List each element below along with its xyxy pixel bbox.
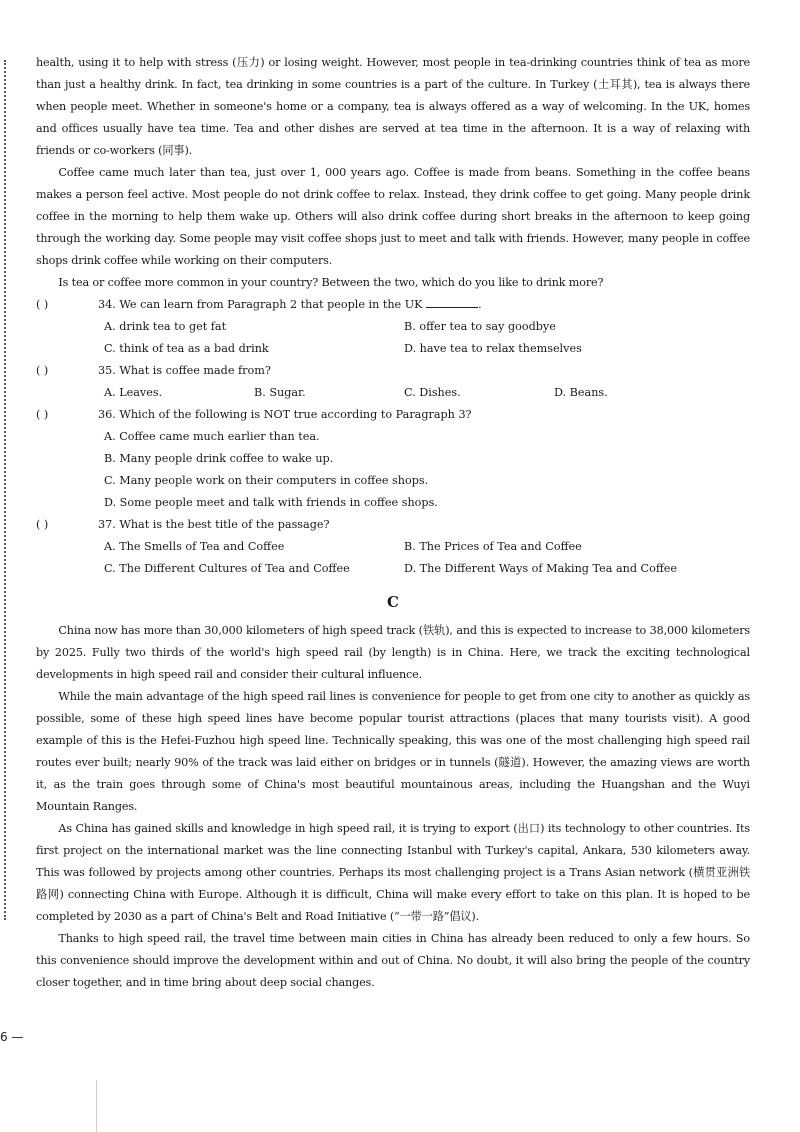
option-a[interactable]: A. drink tea to get fat [104, 320, 227, 333]
answer-bracket[interactable]: ( ) [36, 298, 49, 311]
margin-line [96, 1080, 97, 1132]
section-heading-c: C [387, 593, 399, 611]
option-d[interactable]: D. Beans. [554, 386, 608, 399]
option-c[interactable]: C. Dishes. [404, 386, 461, 399]
question-34 [36, 294, 750, 360]
option-a[interactable]: A. The Smells of Tea and Coffee [104, 540, 285, 553]
passage-c-paragraph-4: Thanks to high speed rail, the travel time between main cities in China has already been reduced to only a few hours. So this convenience should improve the development within and out of China. No doubt, it will also bring the people of the country closer together, and in time bring about deep social changes. [36, 932, 750, 989]
stem-end: . [478, 298, 482, 311]
passage-b-paragraph-1-end: health, using it to help with stress (压力) or losing weight. However, most people in tea-drinking countries think of tea as more than just a healthy drink. In fact, tea drinking in some countries is a part of the culture. In Turkey (土耳其), tea is always there when people meet. Whether in someone's home or a company, tea is always offered as a way of welcoming. In the UK, homes and offices usually have tea time. Tea and other dishes are served at tea time in the afternoon. It is a way of relaxing with friends or co-workers (同事). [36, 56, 750, 157]
option-d[interactable]: D. have tea to relax themselves [404, 342, 582, 355]
option-d[interactable]: D. Some people meet and talk with friends in coffee shops. [104, 496, 438, 509]
option-a[interactable]: A. Coffee came much earlier than tea. [104, 430, 320, 443]
passage-b-paragraph-2: Coffee came much later than tea, just over 1, 000 years ago. Coffee is made from beans. Something in the coffee beans makes a person feel active. Most people do not drink coffee to relax. Instead, they drink coffee to get going. Many people drink coffee in the morning to help them wake up. Others will also drink coffee during short breaks in the afternoon to keep going through the working day. Some people may visit coffee shops just to meet and talk with friends. However, many people in coffee shops drink coffee while working on their computers. [36, 166, 750, 267]
question-stem: 34. We can learn from Paragraph 2 that people in the UK [98, 298, 423, 311]
passage-c-paragraph-1: China now has more than 30,000 kilometers of high speed track (铁轨), and this is expected to increase to 38,000 kilometers by 2025. Fully two thirds of the world's high speed rail (by length) is in China. Here, we track the exciting technological developments in high speed rail and consider their cultural influence. [36, 624, 750, 681]
page-number: 6 — [0, 1030, 24, 1044]
passage-c-paragraph-2: While the main advantage of the high speed rail lines is convenience for people to get from one city to another as quickly as possible, some of these high speed lines have become popular tourist attractions (places that many tourists visit). A good example of this is the Hefei-Fuzhou high speed line. Technically speaking, this was one of the most challenging high speed rail routes ever built; nearly 90% of the track was laid either on bridges or in tunnels (隧道). However, the amazing views are worth it, as the train goes through some of China's most beautiful mountainous areas, including the Huangshan and the Wuyi Mountain Ranges. [36, 690, 750, 813]
answer-blank [426, 295, 478, 308]
question-stem: 35. What is coffee made from? [98, 364, 271, 377]
passage-b-paragraph-3: Is tea or coffee more common in your country? Between the two, which do you like to drink more? [58, 276, 604, 289]
question-36 [36, 404, 750, 514]
option-b[interactable]: B. offer tea to say goodbye [404, 320, 556, 333]
answer-bracket[interactable]: ( ) [36, 408, 49, 421]
option-b[interactable]: B. Sugar. [254, 386, 306, 399]
binding-dotted-line [4, 60, 9, 920]
question-37 [36, 514, 750, 580]
option-b[interactable]: B. Many people drink coffee to wake up. [104, 452, 334, 465]
question-stem: 37. What is the best title of the passage? [98, 518, 330, 531]
option-c[interactable]: C. The Different Cultures of Tea and Coffee [104, 562, 350, 575]
option-b[interactable]: B. The Prices of Tea and Coffee [404, 540, 582, 553]
option-d[interactable]: D. The Different Ways of Making Tea and Coffee [404, 562, 678, 575]
option-a[interactable]: A. Leaves. [104, 386, 163, 399]
passage-c-paragraph-3: As China has gained skills and knowledge in high speed rail, it is trying to export (出口) its technology to other countries. Its first project on the international market was the line connecting Istanbul with Turkey's capital, Ankara, 530 kilometers away. This was followed by projects among other countries. Perhaps its most challenging project is a Trans Asian network (横贯亚洲铁路网) connecting China with Europe. Although it is difficult, China will make every effort to take on this plan. It is hoped to be completed by 2030 as a part of China's Belt and Road Initiative (“一带一路”倡议). [36, 822, 750, 923]
option-c[interactable]: C. Many people work on their computers in coffee shops. [104, 474, 429, 487]
answer-bracket[interactable]: ( ) [36, 518, 49, 531]
question-stem: 36. Which of the following is NOT true according to Paragraph 3? [98, 408, 472, 421]
answer-bracket[interactable]: ( ) [36, 364, 49, 377]
question-35 [36, 360, 750, 404]
option-c[interactable]: C. think of tea as a bad drink [104, 342, 269, 355]
exam-page [36, 52, 750, 994]
